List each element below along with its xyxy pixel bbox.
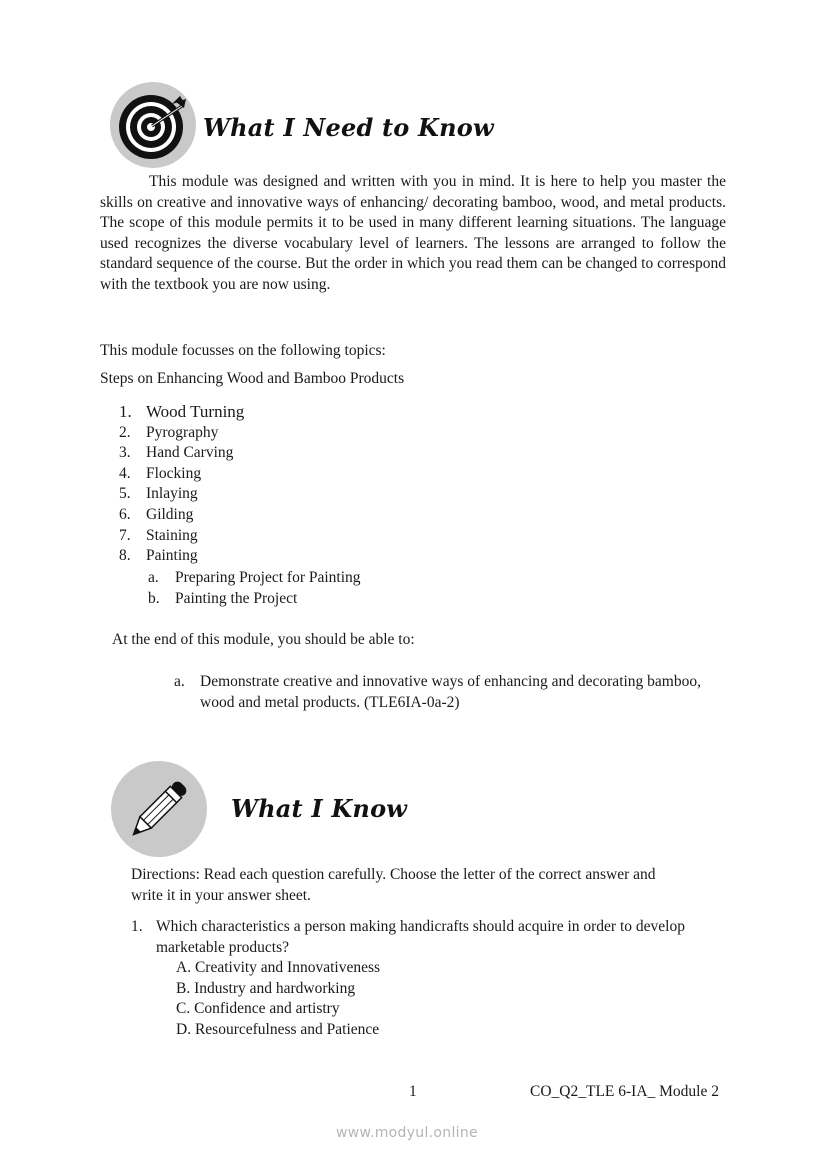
section-heading-what-i-know: What I Know (231, 794, 408, 823)
topic-item: 3. Hand Carving (119, 444, 234, 462)
page-number: 1 (409, 1083, 417, 1100)
target-icon (110, 82, 196, 168)
intro-paragraph: This module was designed and written with you in mind. It is here to help you master the skills on creative and innovative ways of enhancing/ decorating bamboo, wood, and metal products. The scope of this module permits it to be used in many different learning situations. The language used recognizes the diverse vocabulary level of learners. The lessons are arranged to follow the standard sequence of the course. But the order in which you read them can be changed to correspond with the textbook you are now using. (100, 173, 726, 293)
subtopic-item: a. Preparing Project for Painting (148, 569, 361, 586)
topic-item: 4. Flocking (119, 464, 202, 482)
subtopic-item: b. Painting the Project (148, 589, 298, 607)
topics-intro: This module focusses on the following topics: (100, 342, 386, 359)
watermark: www.modyul.online (336, 1125, 478, 1141)
question-1-choices (176, 958, 380, 1040)
choice-c: C. Confidence and artistry (176, 1000, 340, 1018)
module-code: CO_Q2_TLE 6-IA_ Module 2 (530, 1083, 719, 1100)
painting-subtopics-list (148, 568, 361, 609)
topics-title: Steps on Enhancing Wood and Bamboo Products (100, 370, 405, 387)
objective-item: a. Demonstrate creative and innovative ways of enhancing and decorating bamboo, wood and metal products. (TLE6IA-0a-2) (174, 673, 701, 711)
topic-item: 6. Gilding (119, 505, 194, 523)
topic-item: 8. Painting (119, 547, 198, 565)
question-1: 1. Which characteristics a person making handicrafts should acquire in order to develop marketable products? (131, 918, 685, 956)
choice-d: D. Resourcefulness and Patience (176, 1020, 380, 1038)
topics-list (119, 402, 244, 567)
choice-b: B. Industry and hardworking (176, 979, 356, 997)
topic-item: 1. Wood Turning (119, 402, 245, 421)
directions-text: Directions: Read each question carefully. Choose the letter of the correct answer and write it in your answer sheet. (131, 866, 656, 904)
section-heading-what-i-need-to-know: What I Need to Know (203, 113, 494, 142)
objectives-intro: At the end of this module, you should be able to: (112, 631, 415, 648)
topic-item: 2. Pyrography (119, 423, 219, 441)
choice-a: A. Creativity and Innovativeness (176, 959, 381, 976)
topic-item: 7. Staining (119, 526, 198, 544)
pencil-icon (111, 761, 207, 857)
topic-item: 5. Inlaying (119, 485, 198, 503)
